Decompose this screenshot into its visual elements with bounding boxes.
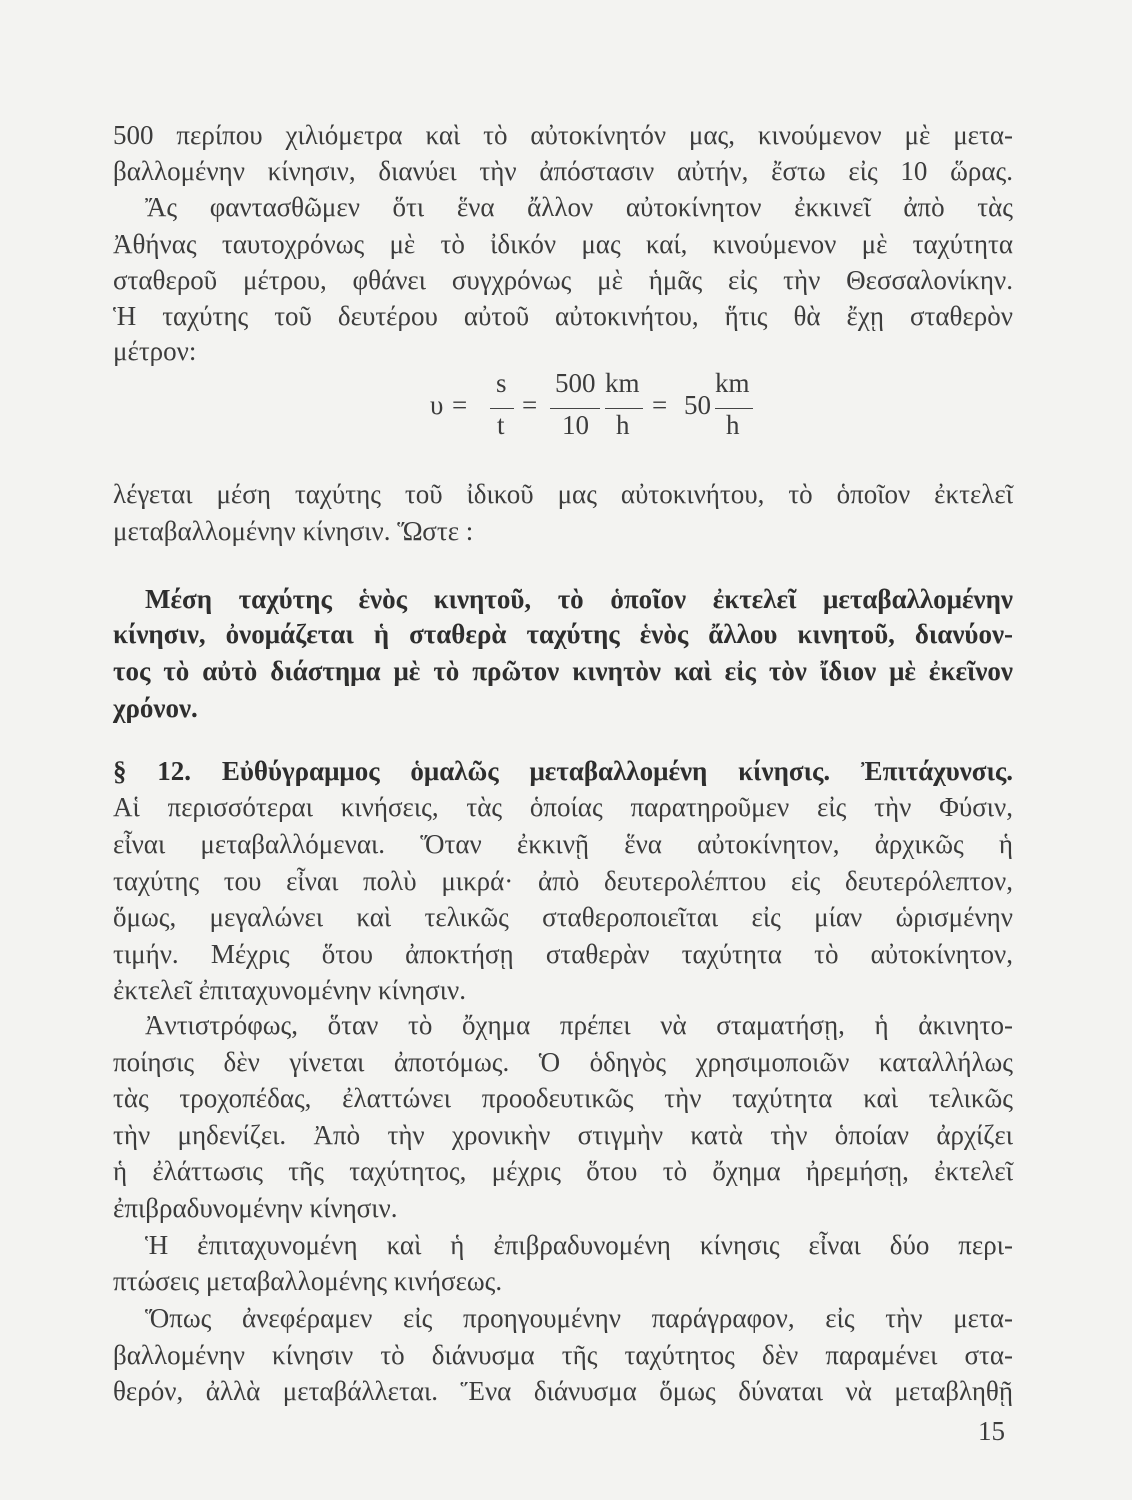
text-line: ποίησις δὲν γίνεται ἀποτόμως. Ὁ ὁδηγὸς χρησιμοποιῶν καταλλήλως: [113, 1047, 1013, 1077]
formula-h: h: [726, 410, 740, 440]
formula-km: km: [605, 368, 640, 398]
text-line: τὰς τροχοπέδας, ἐλαττώνει προοδευτικῶς τὴν ταχύτητα καὶ τελικῶς: [113, 1083, 1013, 1113]
text-line: ἐκτελεῖ ἐπιταχυνομένην κίνησιν.: [113, 975, 466, 1005]
text-line: σταθεροῦ μέτρου, φθάνει συγχρόνως μὲ ἡμᾶς εἰς τὴν Θεσσαλονίκην.: [113, 265, 1013, 295]
formula-h: h: [616, 410, 630, 440]
text-line: μέτρον:: [113, 336, 197, 366]
text-line: ἐπιβραδυνομένην κίνησιν.: [113, 1193, 398, 1223]
definition-line: χρόνον.: [113, 693, 198, 723]
fraction-bar: [715, 408, 753, 409]
formula-eq: =: [452, 390, 468, 420]
formula-km: km: [715, 368, 750, 398]
text-line: πτώσεις μεταβαλλομένης κινήσεως.: [113, 1266, 503, 1296]
text-line: Ἀντιστρόφως, ὅταν τὸ ὄχημα πρέπει νὰ σταματήσῃ, ἡ ἀκινητο-: [145, 1010, 1013, 1040]
formula-num: 500: [555, 368, 596, 398]
formula-s: s: [496, 368, 507, 398]
text-line: τὴν μηδενίζει. Ἀπὸ τὴν χρονικὴν στιγμὴν κατὰ τὴν ὁποίαν ἀρχίζει: [113, 1120, 1013, 1150]
text-line: λέγεται μέση ταχύτης τοῦ ἰδικοῦ μας αὐτοκινήτου, τὸ ὁποῖον ἐκτελεῖ: [113, 479, 1013, 509]
text-line: 500 περίπου χιλιόμετρα καὶ τὸ αὐτοκίνητόν μας, κινούμενον μὲ μετα-: [113, 120, 1013, 150]
text-line: μεταβαλλομένην κίνησιν. Ὥστε :: [113, 516, 474, 546]
text-line: Ἡ ταχύτης τοῦ δευτέρου αὐτοῦ αὐτοκινήτου, ἥτις θὰ ἔχῃ σταθερὸν: [113, 301, 1013, 331]
text-line: εἶναι μεταβαλλόμεναι. Ὅταν ἐκκινῇ ἕνα αὐτοκίνητον, ἀρχικῶς ἡ: [113, 829, 1013, 859]
fraction-bar: [605, 408, 643, 409]
formula-result: 50: [684, 390, 711, 420]
text-line: Ὅπως ἀνεφέραμεν εἰς προηγουμένην παράγραφον, εἰς τὴν μετα-: [145, 1303, 1013, 1333]
text-line: βαλλομένην κίνησιν τὸ διάνυσμα τῆς ταχύτητος δὲν παραμένει στα-: [113, 1340, 1013, 1370]
formula-den: 10: [562, 410, 589, 440]
formula-eq: =: [652, 390, 668, 420]
definition-line: τος τὸ αὐτὸ διάστημα μὲ τὸ πρῶτον κινητὸν καὶ εἰς τὸν ἴδιον μὲ ἐκεῖνον: [113, 656, 1013, 686]
fraction-bar: [550, 408, 600, 409]
text-line: βαλλομένην κίνησιν, διανύει τὴν ἀπόστασιν αὐτήν, ἔστω εἰς 10 ὥρας.: [113, 156, 1013, 186]
text-line: ταχύτης του εἶναι πολὺ μικρά· ἀπὸ δευτερολέπτου εἰς δευτερόλεπτον,: [113, 866, 1013, 896]
text-line: Ἡ ἐπιταχυνομένη καὶ ἡ ἐπιβραδυνομένη κίνησις εἶναι δύο περι-: [145, 1230, 1013, 1260]
text-line: Ἀθήνας ταυτοχρόνως μὲ τὸ ἰδικόν μας καί, κινούμενον μὲ ταχύτητα: [113, 229, 1013, 259]
page-number: 15: [978, 1416, 1005, 1446]
text-line: ἡ ἐλάττωσις τῆς ταχύτητος, μέχρις ὅτου τὸ ὄχημα ἠρεμήσῃ, ἐκτελεῖ: [113, 1156, 1013, 1186]
text-line: Ἄς φαντασθῶμεν ὅτι ἕνα ἄλλον αὐτοκίνητον ἐκκινεῖ ἀπὸ τὰς: [145, 192, 1013, 222]
text-line: τιμήν. Μέχρις ὅτου ἀποκτήσῃ σταθερὰν ταχύτητα τὸ αὐτοκίνητον,: [113, 939, 1013, 969]
fraction-bar: [490, 408, 514, 409]
definition-line: Μέση ταχύτης ἑνὸς κινητοῦ, τὸ ὁποῖον ἐκτελεῖ μεταβαλλομένην: [145, 584, 1013, 614]
formula-t: t: [497, 410, 505, 440]
text-line: ὅμως, μεγαλώνει καὶ τελικῶς σταθεροποιεῖται εἰς μίαν ὡρισμένην: [113, 902, 1013, 932]
text-line: θερόν, ἀλλὰ μεταβάλλεται. Ἕνα διάνυσμα ὅμως δύναται νὰ μεταβληθῇ: [113, 1376, 1013, 1406]
formula-v: υ: [430, 390, 444, 420]
section-heading: § 12. Εὐθύγραμμος ὁμαλῶς μεταβαλλομένη κίνησις. Ἐπιτάχυνσις.: [113, 756, 1013, 786]
definition-line: κίνησιν, ὀνομάζεται ἡ σταθερὰ ταχύτης ἑνὸς ἄλλου κινητοῦ, διανύον-: [113, 619, 1013, 649]
formula-eq: =: [522, 390, 538, 420]
velocity-formula: [420, 368, 760, 448]
text-line: Αἱ περισσότεραι κινήσεις, τὰς ὁποίας παρατηροῦμεν εἰς τὴν Φύσιν,: [113, 792, 1013, 822]
